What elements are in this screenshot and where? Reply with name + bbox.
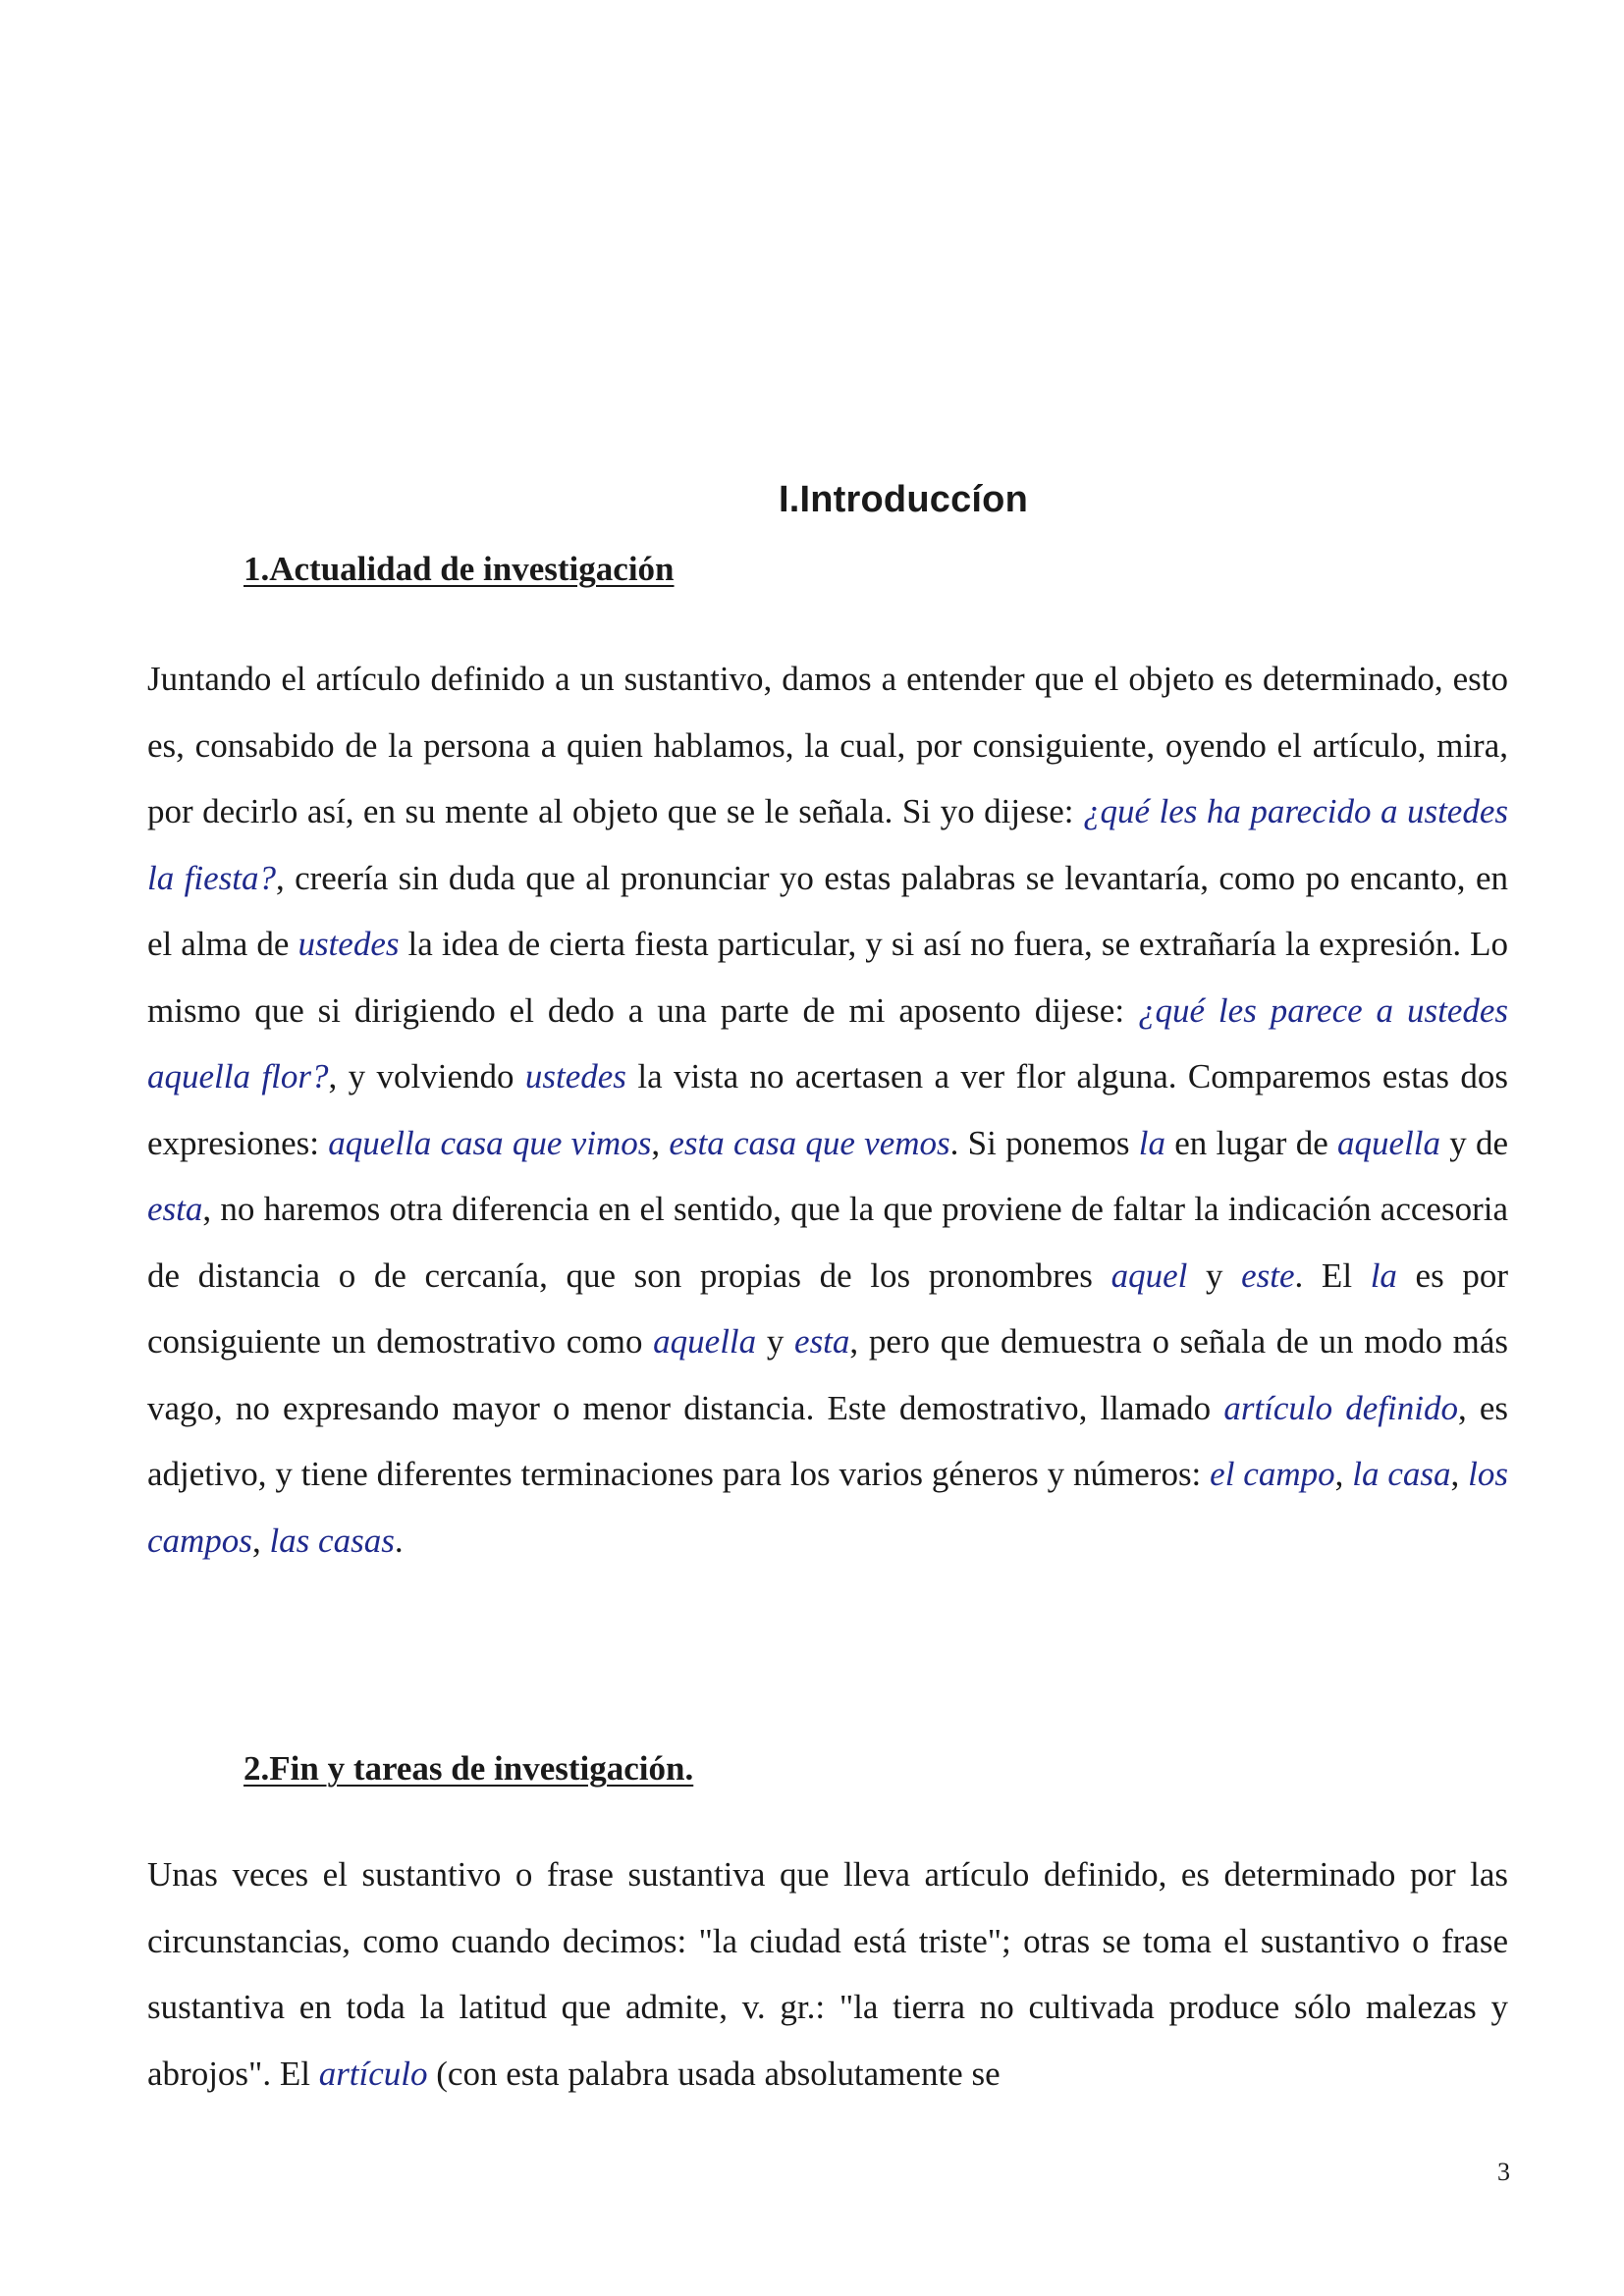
text-run: en lugar de xyxy=(1164,1123,1337,1162)
text-run: , xyxy=(1334,1455,1353,1493)
text-run: , no haremos otra diferencia en el sentido, que la que proviene de faltar la indicación accesoria de distancia o de cercanía, que son propias de los pronombres xyxy=(147,1190,1508,1295)
text-run: Juntando el artículo definido a un sustantivo, damos a entender que el objeto es determinado, esto es, consabido de la persona a quien hablamos, la cual, por consiguiente, oyendo el artículo, mira, por decirlo así, en su mente al objeto que se le señala. Si yo dijese: xyxy=(147,660,1508,830)
text-run: , xyxy=(251,1521,270,1560)
section-heading-actualidad: 1.Actualidad de investigación xyxy=(244,550,675,588)
example-phrase: ¿qué les ha parecido a ustedes la fiesta? xyxy=(147,792,1508,897)
example-phrase: esta casa que vemos xyxy=(669,1123,950,1162)
text-run: , creería sin duda que al pronunciar yo estas palabras se levantaría, como po encanto, en el alma de xyxy=(147,858,1508,963)
text-run: y xyxy=(756,1322,795,1361)
text-run: y de xyxy=(1439,1123,1509,1162)
example-phrase: ustedes xyxy=(298,925,400,963)
example-phrase: la casa xyxy=(1352,1455,1451,1493)
example-phrase: el campo xyxy=(1210,1455,1335,1493)
example-phrase: ¿qué les parece a ustedes aquella flor? xyxy=(147,990,1509,1095)
example-phrase: la xyxy=(1138,1123,1165,1162)
text-run: , y volviendo xyxy=(328,1057,525,1095)
chapter-title: I.Introduccíon xyxy=(778,479,1028,520)
example-phrase: artículo definido xyxy=(1223,1388,1458,1427)
paragraph-fin-y-tareas xyxy=(147,1842,1508,2107)
text-run: , pero que demuestra o señala de un modo más vago, no expresando mayor o menor distancia. Este demostrativo, llamado xyxy=(147,1322,1509,1427)
text-run: Unas veces el sustantivo o frase sustantiva que lleva artículo definido, es determinado por las circunstancias, como cuando decimos: "la ciudad está triste"; otras se toma el sustantivo o frase sustantiva en toda la latitud que admite, v. gr.: "la tierra no cultivada produce sólo malezas y abrojos". El xyxy=(147,1855,1508,2093)
text-run: y xyxy=(1187,1255,1242,1295)
example-phrase: este xyxy=(1241,1255,1295,1295)
text-run: . Si ponemos xyxy=(949,1123,1139,1162)
example-phrase: esta xyxy=(147,1190,203,1228)
text-run: , xyxy=(1450,1455,1469,1493)
text-run: , xyxy=(651,1123,670,1162)
paragraph-actualidad xyxy=(147,646,1508,1574)
example-phrase: aquel xyxy=(1110,1255,1188,1295)
text-run: , es adjetivo, y tiene diferentes terminaciones para los varios géneros y números: xyxy=(147,1388,1508,1493)
example-phrase: esta xyxy=(794,1322,850,1361)
page-number: 3 xyxy=(1497,2158,1510,2186)
example-phrase: aquella xyxy=(1337,1123,1440,1162)
example-phrase: artículo xyxy=(318,2054,428,2093)
example-phrase: ustedes xyxy=(524,1057,626,1095)
example-phrase: las casas xyxy=(269,1521,395,1560)
text-run: . El xyxy=(1294,1255,1371,1295)
example-phrase: aquella casa que vimos xyxy=(328,1123,652,1162)
text-run: la vista no acertasen a ver flor alguna. Comparemos estas dos expresiones: xyxy=(147,1057,1508,1162)
example-phrase: la xyxy=(1370,1255,1397,1295)
text-run: . xyxy=(394,1521,404,1560)
text-run: (con esta palabra usada absolutamente se xyxy=(427,2054,1001,2093)
text-run: la idea de cierta fiesta particular, y si así no fuera, se extrañaría la expresión. Lo mismo que si dirigiendo el dedo a una parte de mi aposento dijese: xyxy=(147,925,1509,1030)
text-run: es por consiguiente un demostrativo como xyxy=(147,1255,1509,1361)
example-phrase: aquella xyxy=(653,1322,757,1361)
example-phrase: los campos xyxy=(147,1455,1509,1560)
section-heading-fin-y-tareas: 2.Fin y tareas de investigación. xyxy=(244,1749,694,1788)
